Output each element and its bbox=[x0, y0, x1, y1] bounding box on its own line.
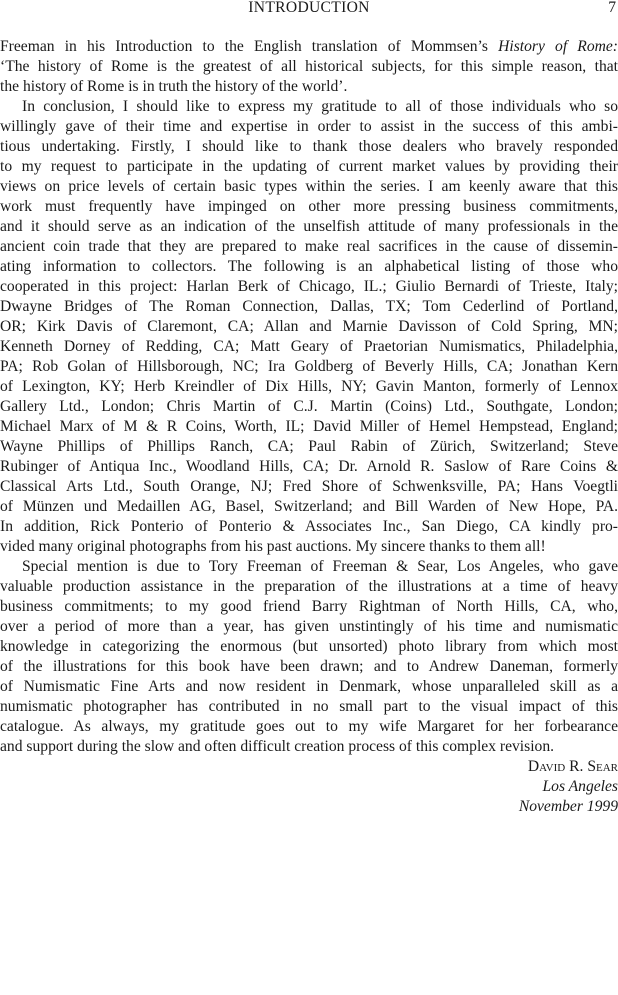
text-line: cooperated in this project: Harlan Berk of Chicago, IL.; Giulio Bernardi of Trieste, Italy; bbox=[0, 278, 618, 295]
text-line: numismatic photographer has contributed in no small part to the visual impact of this bbox=[0, 698, 618, 715]
author-name: David R. Sear bbox=[527, 758, 618, 775]
text-line: In conclusion, I should like to express my gratitude to all of those individuals who so bbox=[22, 98, 618, 115]
text-line: ‘The history of Rome is the greatest of all historical subjects, for this simple reason, that bbox=[0, 58, 618, 75]
text-line: Kenneth Dorney of Redding, CA; Matt Geary of Praetorian Numismatics, Philadelphia, bbox=[0, 338, 618, 355]
text-line: and it should serve as an indication of the unselfish attitude of many professionals in the bbox=[0, 218, 618, 235]
text-line: Wayne Phillips of Phillips Ranch, CA; Paul Rabin of Zürich, Switzerland; Steve bbox=[0, 438, 618, 455]
text-line: Michael Marx of M & R Coins, Worth, IL; David Miller of Hemel Hempstead, England; bbox=[0, 418, 618, 435]
text-line: the history of Rome is in truth the history of the world’. bbox=[0, 78, 348, 95]
signature-place: Los Angeles bbox=[542, 778, 618, 795]
text-line: of the illustrations for this book have been drawn; and to Andrew Daneman, formerly bbox=[0, 658, 618, 675]
text-line: to my request to participate in the updating of current market values by providing their bbox=[0, 158, 618, 175]
text-line: tious undertaking. Firstly, I should like to thank those dealers who bravely responded bbox=[0, 138, 618, 155]
text-line: PA; Rob Golan of Hillsborough, NC; Ira Goldberg of Beverly Hills, CA; Jonathan Kern bbox=[0, 358, 618, 375]
text-line: and support during the slow and often difficult creation process of this complex revision. bbox=[0, 738, 555, 755]
text-line: valuable production assistance in the preparation of the illustrations at a time of heavy bbox=[0, 578, 618, 595]
text-line: OR; Kirk Davis of Claremont, CA; Allan and Marnie Davisson of Cold Spring, MN; bbox=[0, 318, 618, 335]
text-line: Special mention is due to Tory Freeman of Freeman & Sear, Los Angeles, who gave bbox=[22, 558, 618, 575]
text-line: business commitments; to my good friend Barry Rightman of North Hills, CA, who, bbox=[0, 598, 618, 615]
signature-date: November 1999 bbox=[518, 798, 618, 815]
text-line: catalogue. As always, my gratitude goes out to my wife Margaret for her forbearance bbox=[0, 718, 618, 735]
text-line: Rubinger of Antiqua Inc., Woodland Hills, CA; Dr. Arnold R. Saslow of Rare Coins & bbox=[0, 458, 618, 475]
text-line: of Münzen und Medaillen AG, Basel, Switzerland; and Bill Warden of New Hope, PA. bbox=[0, 498, 618, 515]
text-line: In addition, Rick Ponterio of Ponterio & Associates Inc., San Diego, CA kindly pro- bbox=[0, 518, 618, 535]
running-head bbox=[0, 0, 618, 18]
text-line: willingly gave of their time and expertise in order to assist in the success of this ambi- bbox=[0, 118, 618, 135]
text-line: views on price levels of certain basic types within the series. I am keenly aware that this bbox=[0, 178, 618, 195]
running-title: INTRODUCTION bbox=[248, 0, 370, 16]
book-title: History of Rome: bbox=[498, 38, 618, 55]
text-line: of Lexington, KY; Herb Kreindler of Dix Hills, NY; Gavin Manton, formerly of Lennox bbox=[0, 378, 618, 395]
text-line: knowledge in categorizing the enormous (but unsorted) photo library from which most bbox=[0, 638, 618, 655]
text-line: Dwayne Bridges of The Roman Connection, Dallas, TX; Tom Cederlind of Portland, bbox=[0, 298, 618, 315]
text-line: ancient coin trade that they are prepared to make real sacrifices in the cause of dissemin- bbox=[0, 238, 618, 255]
text-line: of Numismatic Fine Arts and now resident in Denmark, whose unparalleled skill as a bbox=[0, 678, 618, 695]
page-number: 7 bbox=[608, 0, 616, 16]
text-line: Gallery Ltd., London; Chris Martin of C.J. Martin (Coins) Ltd., Southgate, London; bbox=[0, 398, 618, 415]
text-line: vided many original photographs from his past auctions. My sincere thanks to them all! bbox=[0, 538, 546, 555]
text-line: ating information to collectors. The following is an alphabetical listing of those who bbox=[0, 258, 618, 275]
body-text bbox=[0, 37, 618, 817]
text-line: over a period of more than a year, has given unstintingly of his time and numismatic bbox=[0, 618, 618, 635]
text-line: work must frequently have impinged on other more pressing business commitments, bbox=[0, 198, 618, 215]
text-line: Classical Arts Ltd., South Orange, NJ; Fred Shore of Schwenksville, PA; Hans Voegtli bbox=[0, 478, 618, 495]
text-line: Freeman in his Introduction to the English translation of Mommsen’s History of Rome: bbox=[0, 38, 618, 55]
